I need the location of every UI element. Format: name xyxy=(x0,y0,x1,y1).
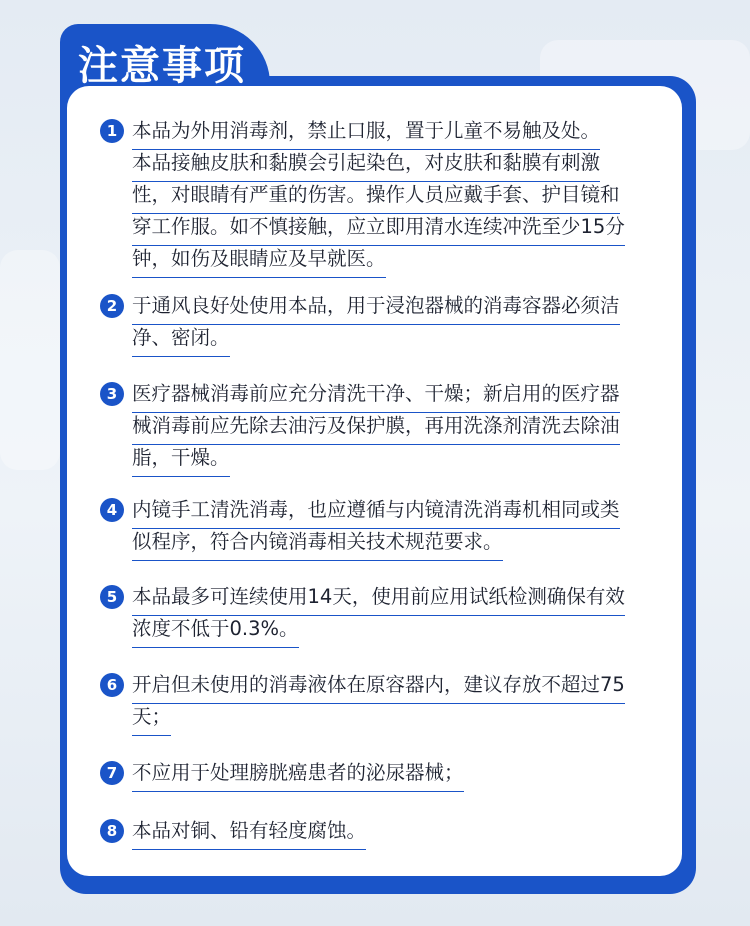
item-number-badge: 2 xyxy=(100,294,124,318)
item-number-badge: 5 xyxy=(100,585,124,609)
item-text-line: 性，对眼睛有严重的伤害。操作人员应戴手套、护目镜和 xyxy=(132,181,620,214)
notice-item xyxy=(100,583,660,651)
notice-item xyxy=(100,117,660,281)
notice-item xyxy=(100,671,660,739)
item-text-line: 脂，干燥。 xyxy=(132,444,230,477)
item-number-badge: 1 xyxy=(100,119,124,143)
item-text-line: 似程序，符合内镜消毒相关技术规范要求。 xyxy=(132,528,503,561)
item-text-line: 本品对铜、铅有轻度腐蚀。 xyxy=(132,817,366,850)
notice-item xyxy=(100,496,660,564)
page-title: 注意事项 xyxy=(78,43,246,89)
item-number-badge: 8 xyxy=(100,819,124,843)
item-text-line: 天； xyxy=(132,703,171,736)
notice-item xyxy=(100,380,660,480)
item-text-line: 不应用于处理膀胱癌患者的泌尿器械； xyxy=(132,759,464,792)
item-text-line: 穿工作服。如不慎接触，应立即用清水连续冲洗至少15分 xyxy=(132,213,625,246)
item-text-line: 于通风良好处使用本品，用于浸泡器械的消毒容器必须洁 xyxy=(132,292,620,325)
item-number-badge: 7 xyxy=(100,761,124,785)
item-text-line: 内镜手工清洗消毒，也应遵循与内镜清洗消毒机相同或类 xyxy=(132,496,620,529)
item-text-line: 开启但未使用的消毒液体在原容器内，建议存放不超过75 xyxy=(132,671,625,704)
item-number-badge: 4 xyxy=(100,498,124,522)
item-text-line: 本品接触皮肤和黏膜会引起染色，对皮肤和黏膜有刺激 xyxy=(132,149,600,182)
item-text-line: 械消毒前应先除去油污及保护膜，再用洗涤剂清洗去除油 xyxy=(132,412,620,445)
notice-item xyxy=(100,759,660,795)
item-text-line: 净、密闭。 xyxy=(132,324,230,357)
notice-item xyxy=(100,817,660,853)
item-text-line: 本品为外用消毒剂，禁止口服，置于儿童不易触及处。 xyxy=(132,117,600,150)
item-number-badge: 3 xyxy=(100,382,124,406)
notice-item xyxy=(100,292,660,360)
item-text-line: 浓度不低于0.3%。 xyxy=(132,615,299,648)
item-number-badge: 6 xyxy=(100,673,124,697)
item-text-line: 钟，如伤及眼睛应及早就医。 xyxy=(132,245,386,278)
item-text-line: 医疗器械消毒前应充分清洗干净、干燥；新启用的医疗器 xyxy=(132,380,620,413)
item-text-line: 本品最多可连续使用14天，使用前应用试纸检测确保有效 xyxy=(132,583,625,616)
background-decoration xyxy=(0,250,60,470)
